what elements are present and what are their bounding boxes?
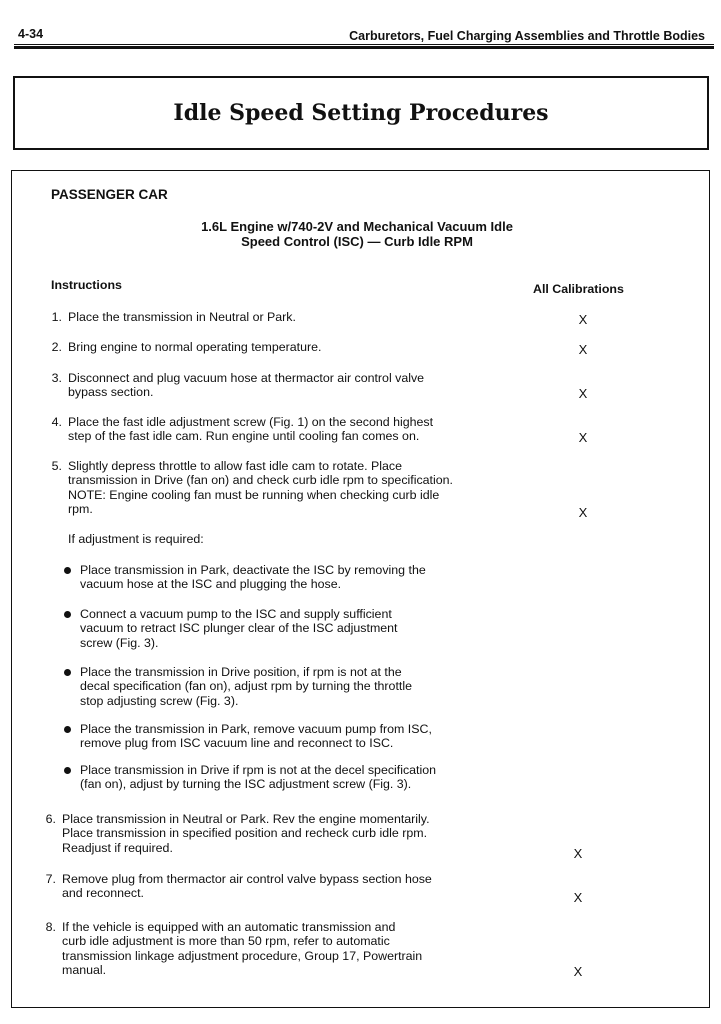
instructions-column-header: Instructions	[51, 278, 122, 292]
bullet-dot	[64, 567, 71, 574]
bullet-dot	[64, 669, 71, 676]
page-header	[0, 0, 721, 50]
calibration-mark: X	[573, 964, 583, 979]
calibration-mark: X	[578, 430, 588, 445]
step-number: 7.	[45, 872, 56, 886]
bullet-text: Place transmission in Park, deactivate the ISC by removing the vacuum hose at the ISC and plugging the hose.	[80, 563, 426, 592]
calibration-mark: X	[573, 890, 583, 905]
adjustment-intro: If adjustment is required:	[68, 532, 204, 546]
category-heading: PASSENGER CAR	[51, 187, 168, 202]
calibration-mark: X	[578, 386, 588, 401]
step-text: If the vehicle is equipped with an automatic transmission and curb idle adjustment is more than 50 rpm, refer to automatic transmission linkage adjustment procedure, Group 17, Powertrain manual.	[62, 920, 423, 978]
page-number: 4-34	[18, 27, 44, 41]
bullet-text: Connect a vacuum pump to the ISC and supply sufficient vacuum to retract ISC plunger clear of the ISC adjustment screw (Fig. 3).	[80, 607, 398, 650]
step-number: 8.	[45, 920, 56, 934]
step-text: Place the transmission in Neutral or Park.	[68, 310, 296, 324]
step-number: 4.	[51, 415, 62, 429]
header-rule-thick	[14, 46, 714, 49]
bullet-text: Place transmission in Drive if rpm is not at the decel specification (fan on), adjust by turning the ISC adjustment screw (Fig. 3).	[80, 763, 437, 792]
bullet-dot	[64, 611, 71, 618]
step-text: Disconnect and plug vacuum hose at thermactor air control valve bypass section.	[68, 371, 425, 400]
step-text: Place transmission in Neutral or Park. Rev the engine momentarily. Place transmission in specified position and recheck curb idle rpm. Readjust if required.	[62, 812, 430, 855]
step-text: Remove plug from thermactor air control valve bypass section hose and reconnect.	[62, 872, 432, 901]
step-text: Slightly depress throttle to allow fast idle cam to rotate. Place transmission in Drive (fan on) and check curb idle rpm to specification. NOTE: Engine cooling fan must be running when checking curb idle rpm.	[68, 459, 453, 517]
calibration-mark: X	[573, 846, 583, 861]
calibration-mark: X	[578, 505, 588, 520]
step-number: 1.	[51, 310, 62, 324]
title-box	[13, 76, 709, 150]
step-text: Bring engine to normal operating temperature.	[68, 340, 322, 354]
section-title: Carburetors, Fuel Charging Assemblies and Throttle Bodies	[349, 29, 705, 43]
bullet-dot	[64, 767, 71, 774]
calibration-mark: X	[578, 312, 588, 327]
header-rule-thin	[14, 44, 714, 45]
procedure-subheading: 1.6L Engine w/740-2V and Mechanical Vacuum Idle Speed Control (ISC) — Curb Idle RPM	[201, 219, 513, 249]
step-number: 2.	[51, 340, 62, 354]
step-text: Place the fast idle adjustment screw (Fig. 1) on the second highest step of the fast idle cam. Run engine until cooling fan comes on.	[68, 415, 434, 444]
step-number: 6.	[45, 812, 56, 826]
calibration-mark: X	[578, 342, 588, 357]
bullet-dot	[64, 726, 71, 733]
step-number: 5.	[51, 459, 62, 473]
bullet-text: Place the transmission in Drive position, if rpm is not at the decal specification (fan on), adjust rpm by turning the throttle stop adjusting screw (Fig. 3).	[80, 665, 412, 708]
calibrations-column-header: All Calibrations	[533, 282, 624, 296]
step-number: 3.	[51, 371, 62, 385]
page-title: Idle Speed Setting Procedures	[173, 100, 549, 126]
bullet-text: Place the transmission in Park, remove vacuum pump from ISC, remove plug from ISC vacuum line and reconnect to ISC.	[80, 722, 432, 751]
procedure-box	[11, 170, 710, 1008]
